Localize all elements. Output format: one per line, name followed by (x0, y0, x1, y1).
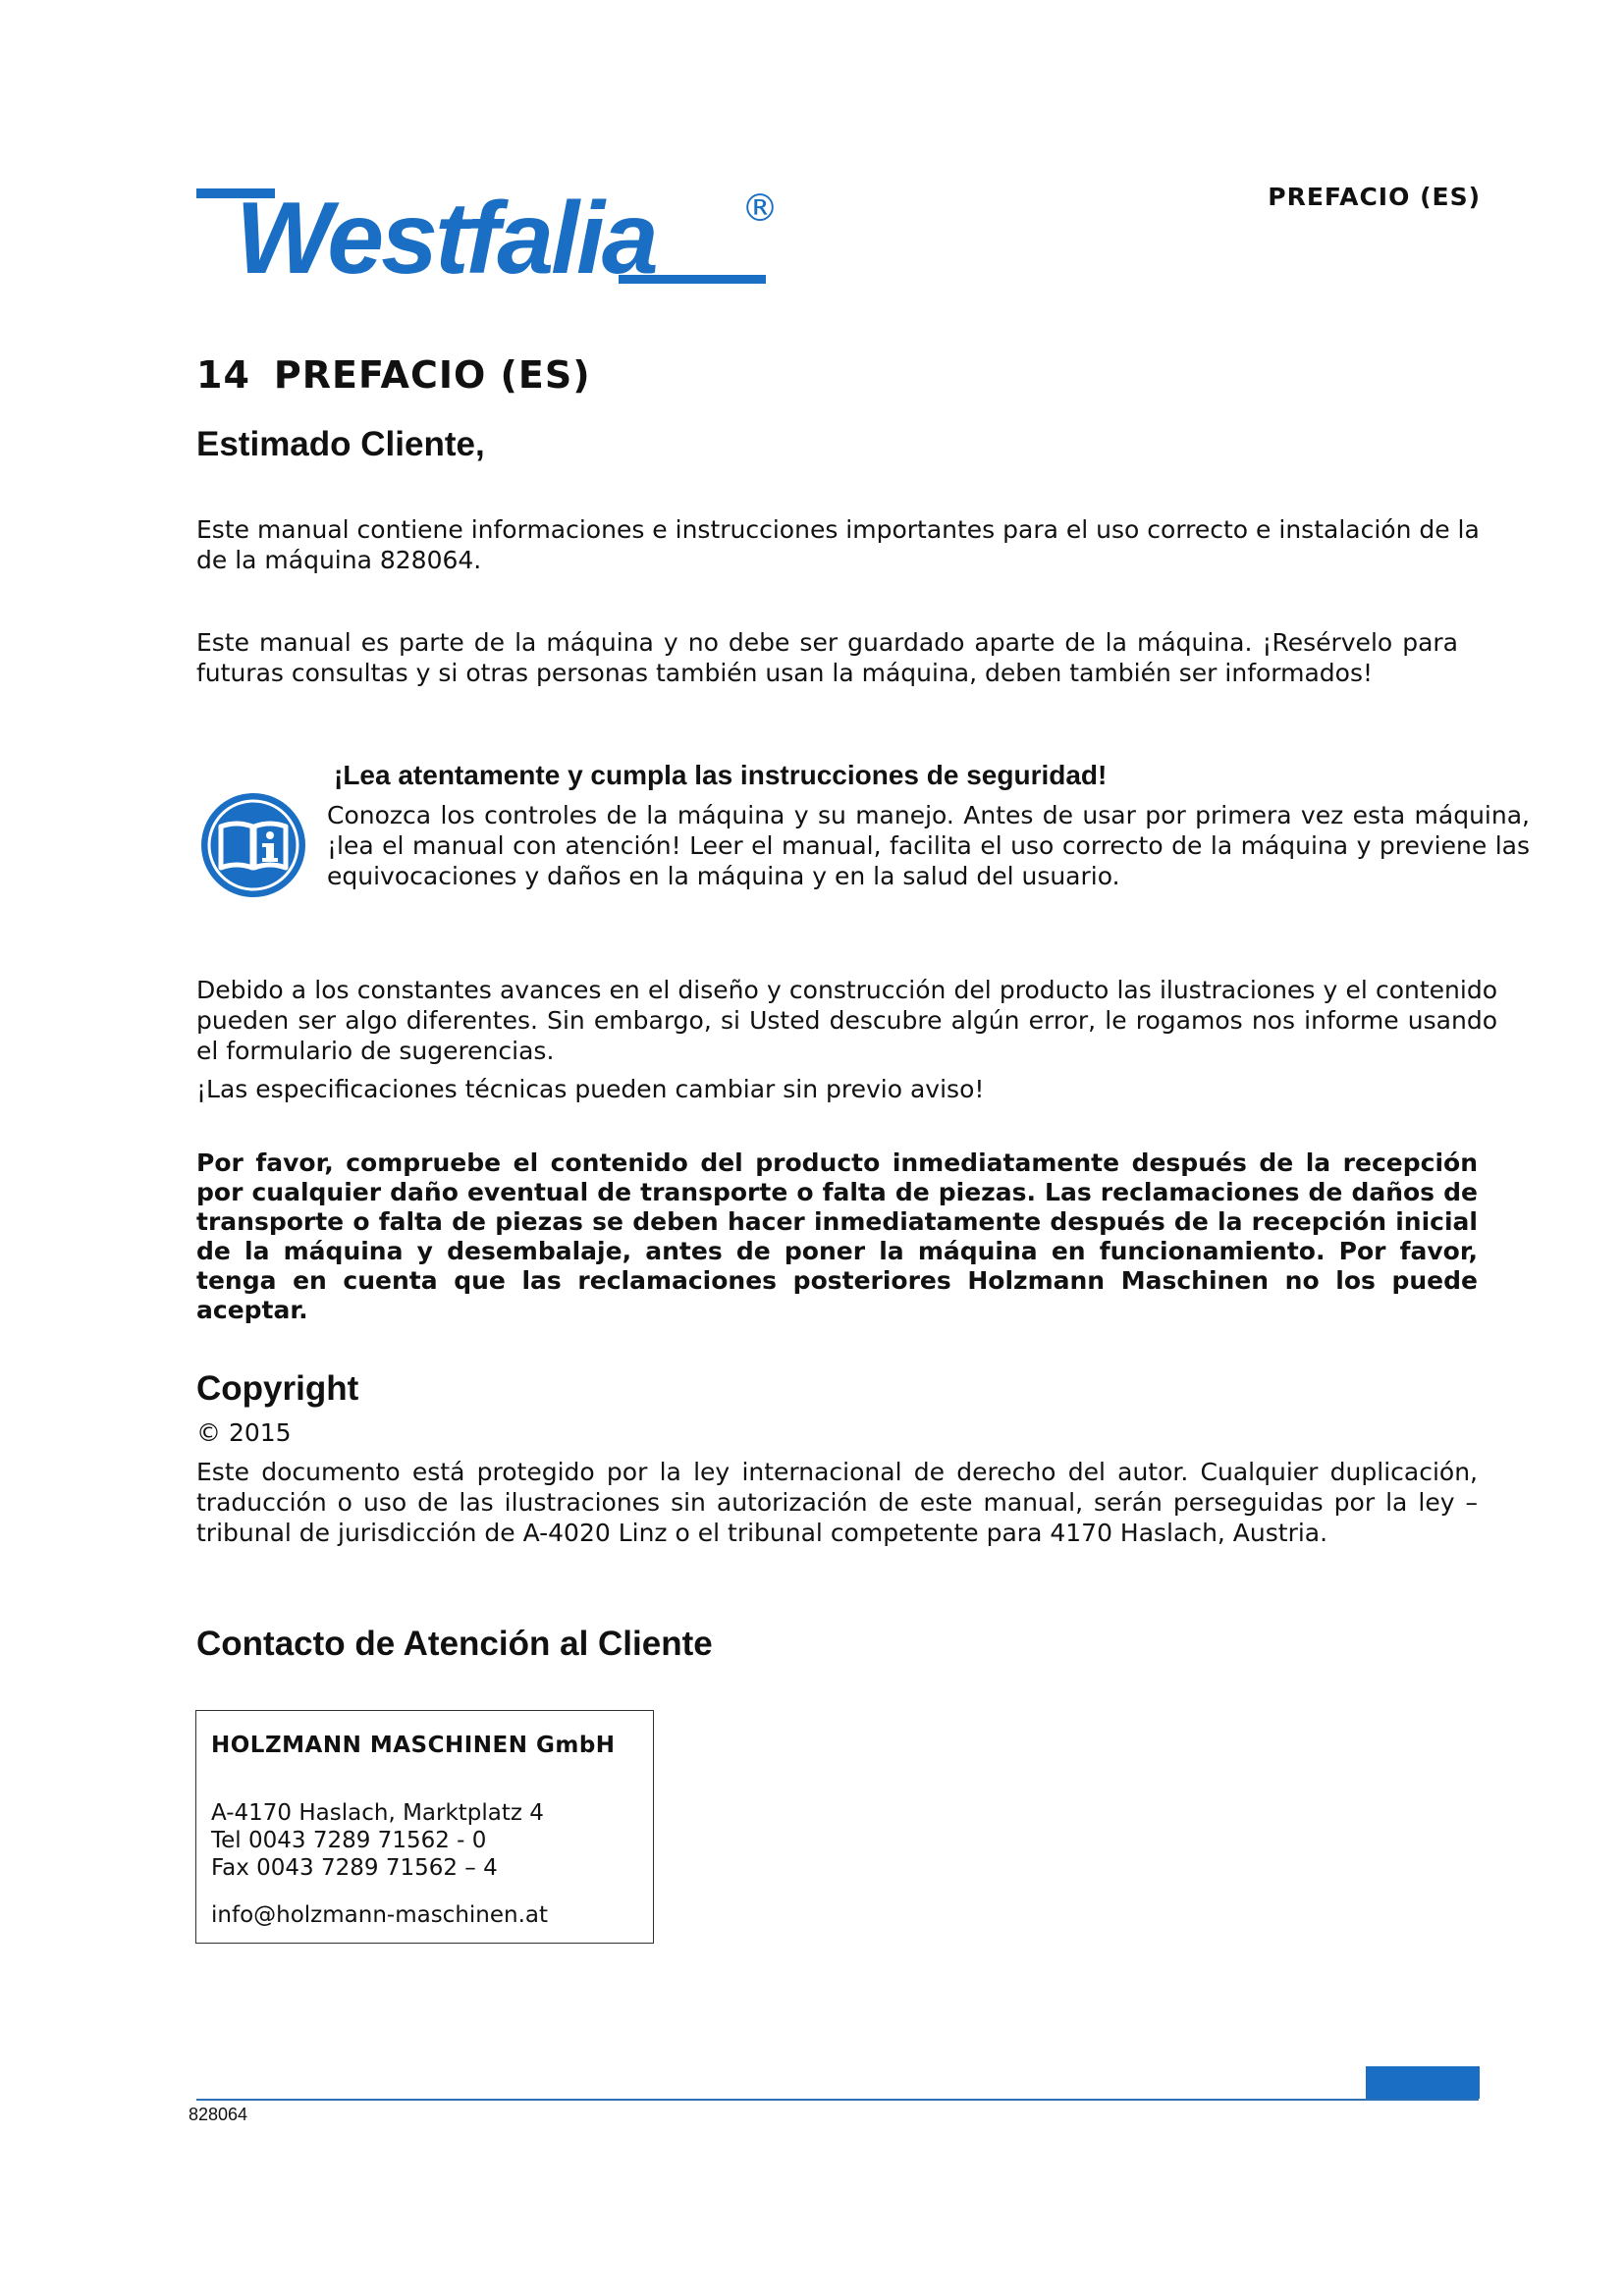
contact-address: A-4170 Haslach, Marktplatz 4 (211, 1800, 544, 1826)
contact-heading: Contacto de Atención al Cliente (196, 1625, 713, 1663)
copyright-year: © 2015 (196, 1418, 292, 1447)
contact-box (195, 1710, 654, 1944)
registered-mark: ® (741, 187, 779, 230)
safety-text: Conozca los controles de la máquina y su manejo. Antes de usar por primera vez esta máquina, ¡lea el manual con atención! Leer el manual, facilita el uso correcto de la máquina y previene las equivocaciones y daños en la máquina y en la salud del usuario. (327, 801, 1530, 890)
logo-wordmark: Westfalia (236, 182, 656, 294)
chapter-number: 14 (196, 353, 250, 397)
westfalia-logo (196, 177, 795, 294)
chapter-title: PREFACIO (ES) (273, 353, 591, 397)
specs-notice: ¡Las especificaciones técnicas pueden cambiar sin previo aviso! (196, 1075, 985, 1103)
safety-title: ¡Lea atentamente y cumpla las instrucciones de seguridad! (334, 760, 1108, 790)
contact-company: HOLZMANN MASCHINEN GmbH (211, 1733, 616, 1758)
chapter-heading (196, 353, 591, 397)
footer-rule (196, 2099, 1479, 2101)
contact-tel: Tel 0043 7289 71562 - 0 (211, 1828, 487, 1853)
greeting-heading: Estimado Cliente, (196, 425, 485, 463)
manual-info-icon (201, 793, 305, 897)
manual-part-paragraph: Este manual es parte de la máquina y no debe ser guardado aparte de la máquina. ¡Resérvelo para futuras consultas y si otras personas también usan la máquina, deben también ser informados! (196, 628, 1458, 687)
intro-paragraph: Este manual contiene informaciones e instrucciones importantes para el uso correcto e instalación de la de la máquina 828064. (196, 515, 1480, 574)
inspection-notice: Por favor, compruebe el contenido del producto inmediatamente después de la recepción por cualquier daño eventual de transporte o falta de piezas. Las reclamaciones de daños de transporte o falta de piezas se deben hacer inmediatamente después de la recepción inicial de la máquina y desembalaje, antes de poner la máquina en funcionamiento. Por favor, tenga en cuenta que las reclamaciones posteriores Holzmann Maschinen no los puede aceptar. (196, 1148, 1478, 1324)
design-changes-paragraph: Debido a los constantes avances en el diseño y construcción del producto las ilustraciones y el contenido pueden ser algo diferentes. Sin embargo, si Usted descubre algún error, le rogamos nos informe usando el formulario de sugerencias. (196, 976, 1497, 1065)
copyright-heading: Copyright (196, 1369, 359, 1408)
footer-model-number: 828064 (189, 2105, 248, 2124)
footer-page-block (1366, 2066, 1480, 2099)
contact-email[interactable]: info@holzmann-maschinen.at (211, 1902, 549, 1928)
copyright-text: Este documento está protegido por la ley internacional de derecho del autor. Cualquier duplicación, traducción o uso de las ilustraciones sin autorización de este manual, serán perseguidas por la ley – tribunal de jurisdicción de A-4020 Linz o el tribunal competente para 4170 Haslach, Austria. (196, 1458, 1478, 1547)
running-header: PREFACIO (ES) (1268, 183, 1481, 211)
contact-fax: Fax 0043 7289 71562 – 4 (211, 1855, 498, 1881)
